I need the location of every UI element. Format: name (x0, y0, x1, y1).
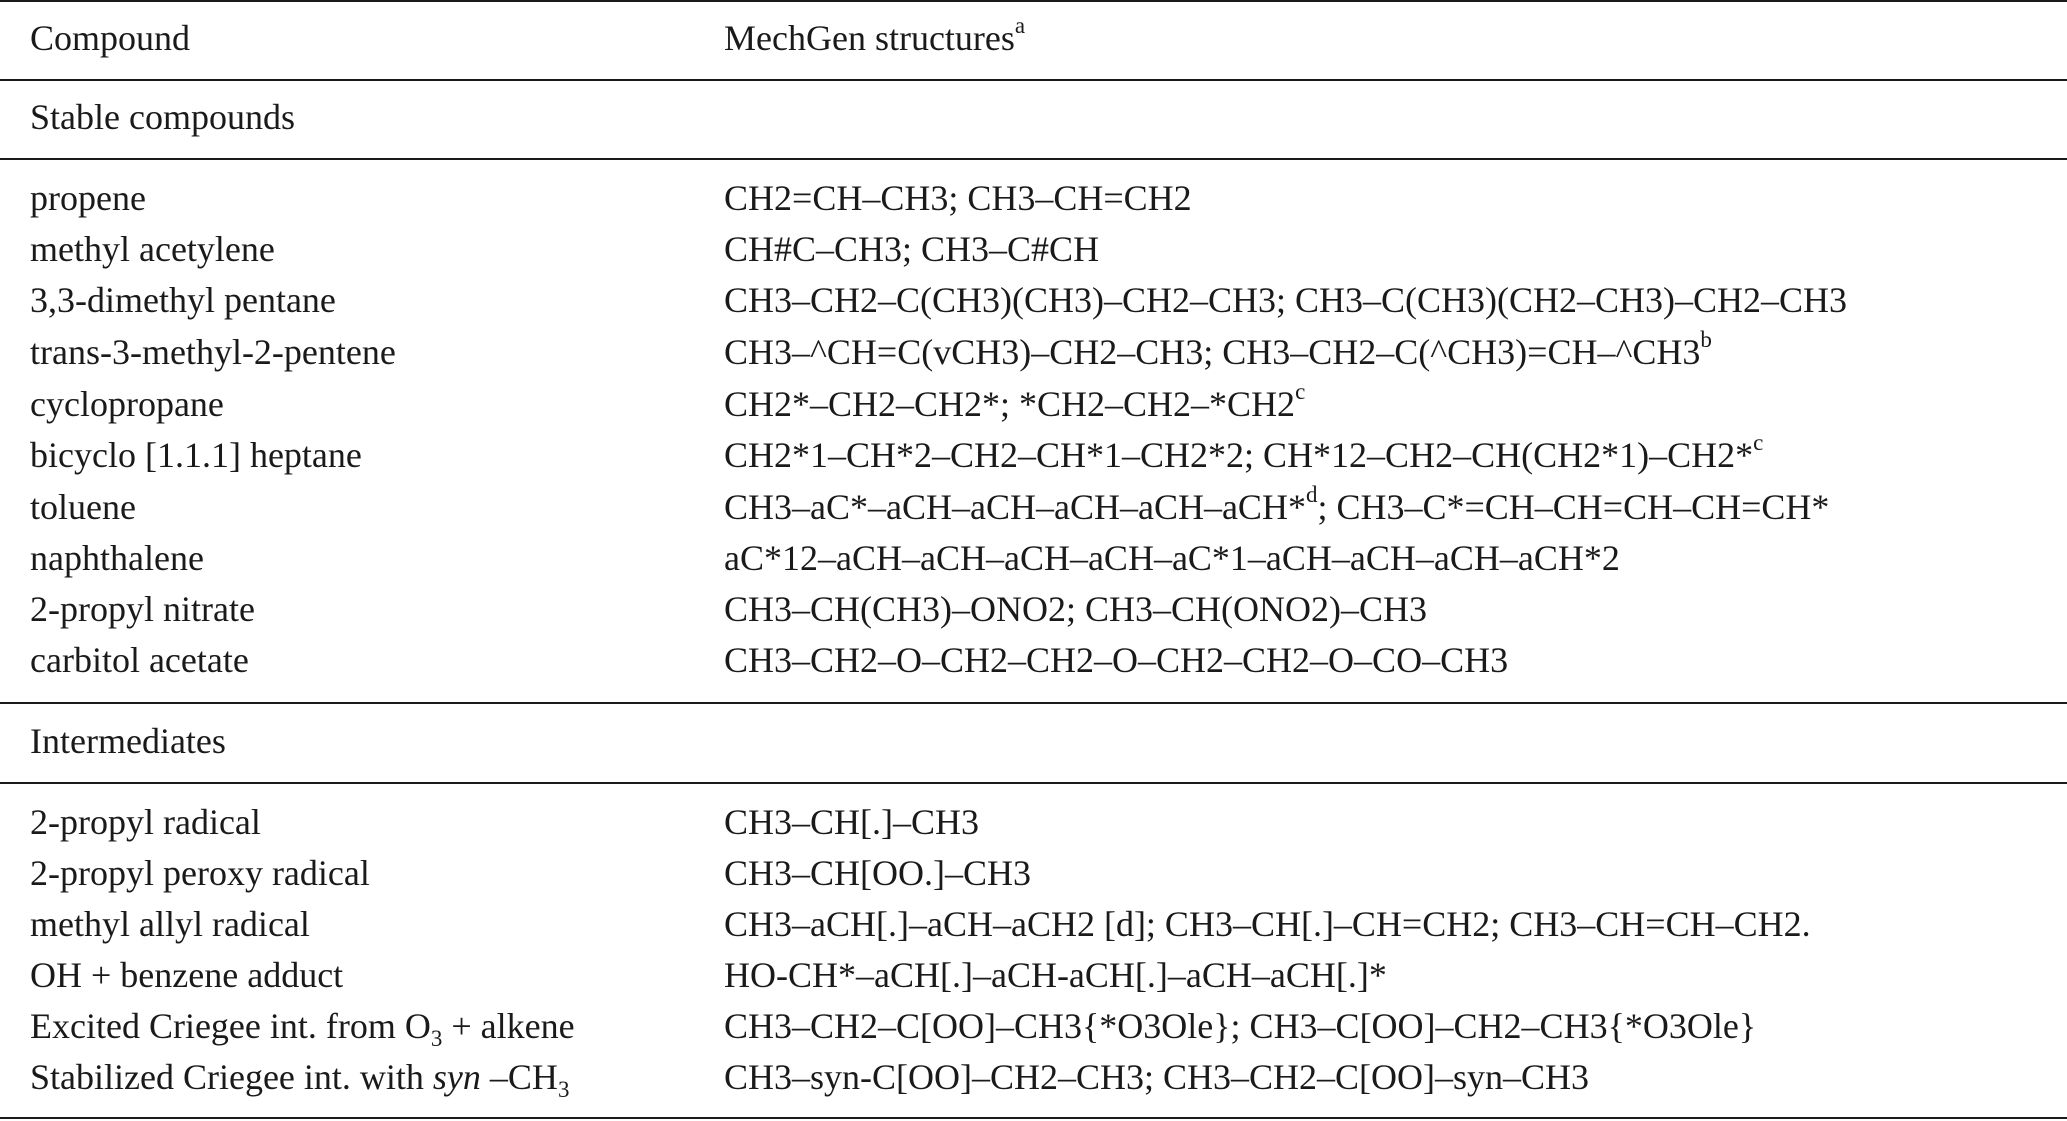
mechgen-structures: CH3–CH[.]–CH3 (724, 802, 980, 842)
mechgen-structures: CH2=CH–CH3; CH3–CH=CH2 (724, 178, 1192, 218)
mechgen-structures: CH3–^CH=C(vCH3)–CH2–CH3; $CH3-CH2-C(\^{}CH3)=CH-\^{}CH3^b$ (724, 327, 1712, 372)
compound-name: propene (30, 178, 146, 218)
mechgen-structures: CH3–CH2–O–CH2–CH2–O–CH2–CH2–O–CO–CH3 (724, 640, 1509, 680)
compound-name: Excited Criegee int. from $O_3$ + alkene (30, 1006, 575, 1052)
compound-name: carbitol acetate (30, 640, 249, 680)
mechgen-structures: CH3–CH[OO.]–CH3 (724, 853, 1032, 893)
mechgen-structures: CH#C–CH3; CH3–C#CH (724, 229, 1100, 269)
compound-name: OH + benzene adduct (30, 955, 344, 995)
mechgen-structures: CH3–CH(CH3)–ONO2; CH3–CH(ONO2)–CH3 (724, 589, 1428, 629)
compound-name: 2-propyl peroxy radical (30, 853, 370, 893)
mechgen-structures: CH3–CH2–C(CH3)(CH3)–CH2–CH3; CH3–C(CH3)(CH2–CH3)–CH2–CH3 (724, 280, 1848, 320)
compound-name: 3,3-dimethyl pentane (30, 280, 336, 320)
header-structures: MechGen structures$^a$ (724, 13, 1026, 58)
section-rule-intermediates (0, 782, 2067, 784)
mechgen-structures: CH2*–CH2–CH2*; *CH2–CH2–*CH2$^c$ (724, 379, 1306, 424)
mechgen-structures: HO-CH*–aCH[.]–aCH-aCH[.]–aCH–aCH[.]* (724, 955, 1387, 995)
mechgen-structures: CH2*1–CH*2–CH2–CH*1–CH2*2; CH*12–CH2–CH(CH2*1)–CH2*$^c$ (724, 430, 1764, 475)
compound-name: methyl acetylene (30, 229, 275, 269)
compound-name: bicyclo [1.1.1] heptane (30, 435, 362, 475)
compound-name: cyclopropane (30, 384, 224, 424)
compound-name: methyl allyl radical (30, 904, 310, 944)
mechgen-structures: CH3–aC*–aCH–aCH–aCH–aCH–aCH*$^d$; CH3–C*=CH–CH=CH–CH=CH* (724, 482, 1830, 527)
header-compound: Compound (30, 18, 191, 58)
top-rule (0, 0, 2067, 2)
footnote-b: b (1700, 327, 1712, 352)
footnote-d: d (1305, 482, 1318, 507)
mechgen-structures: CH3–CH2–C[OO]–CH3{*O3Ole}; CH3–C[OO]–CH2–CH3{*O3Ole} (724, 1006, 1757, 1046)
compound-name: Stabilized Criegee int. with syn $-CH_3$ (30, 1057, 570, 1103)
divider-rule (0, 702, 2067, 704)
footnote-c: c (1753, 430, 1764, 455)
header-rule (0, 79, 2067, 81)
mechgen-structures: aC*12–aCH–aCH–aCH–aCH–aC*1–aCH–aCH–aCH–aCH*2 (724, 538, 1620, 578)
compound-name: toluene (30, 487, 136, 527)
mechgen-structures: CH3–syn-C[OO]–CH2–CH3; CH3–CH2–C[OO]–syn–CH3 (724, 1057, 1590, 1097)
footnote-c: c (1295, 379, 1306, 404)
section-rule-stable (0, 158, 2067, 160)
compound-name: 2-propyl nitrate (30, 589, 255, 629)
bottom-rule (0, 1117, 2067, 1119)
compound-name: 2-propyl radical (30, 802, 261, 842)
footnote-a: a (1014, 13, 1026, 38)
compound-name: trans-3-methyl-2-pentene (30, 332, 396, 372)
compound-name: naphthalene (30, 538, 204, 578)
mechgen-structures: CH3–aCH[.]–aCH–aCH2 [d]; CH3–CH[.]–CH=CH2; CH3–CH=CH–CH2. (724, 904, 1811, 944)
